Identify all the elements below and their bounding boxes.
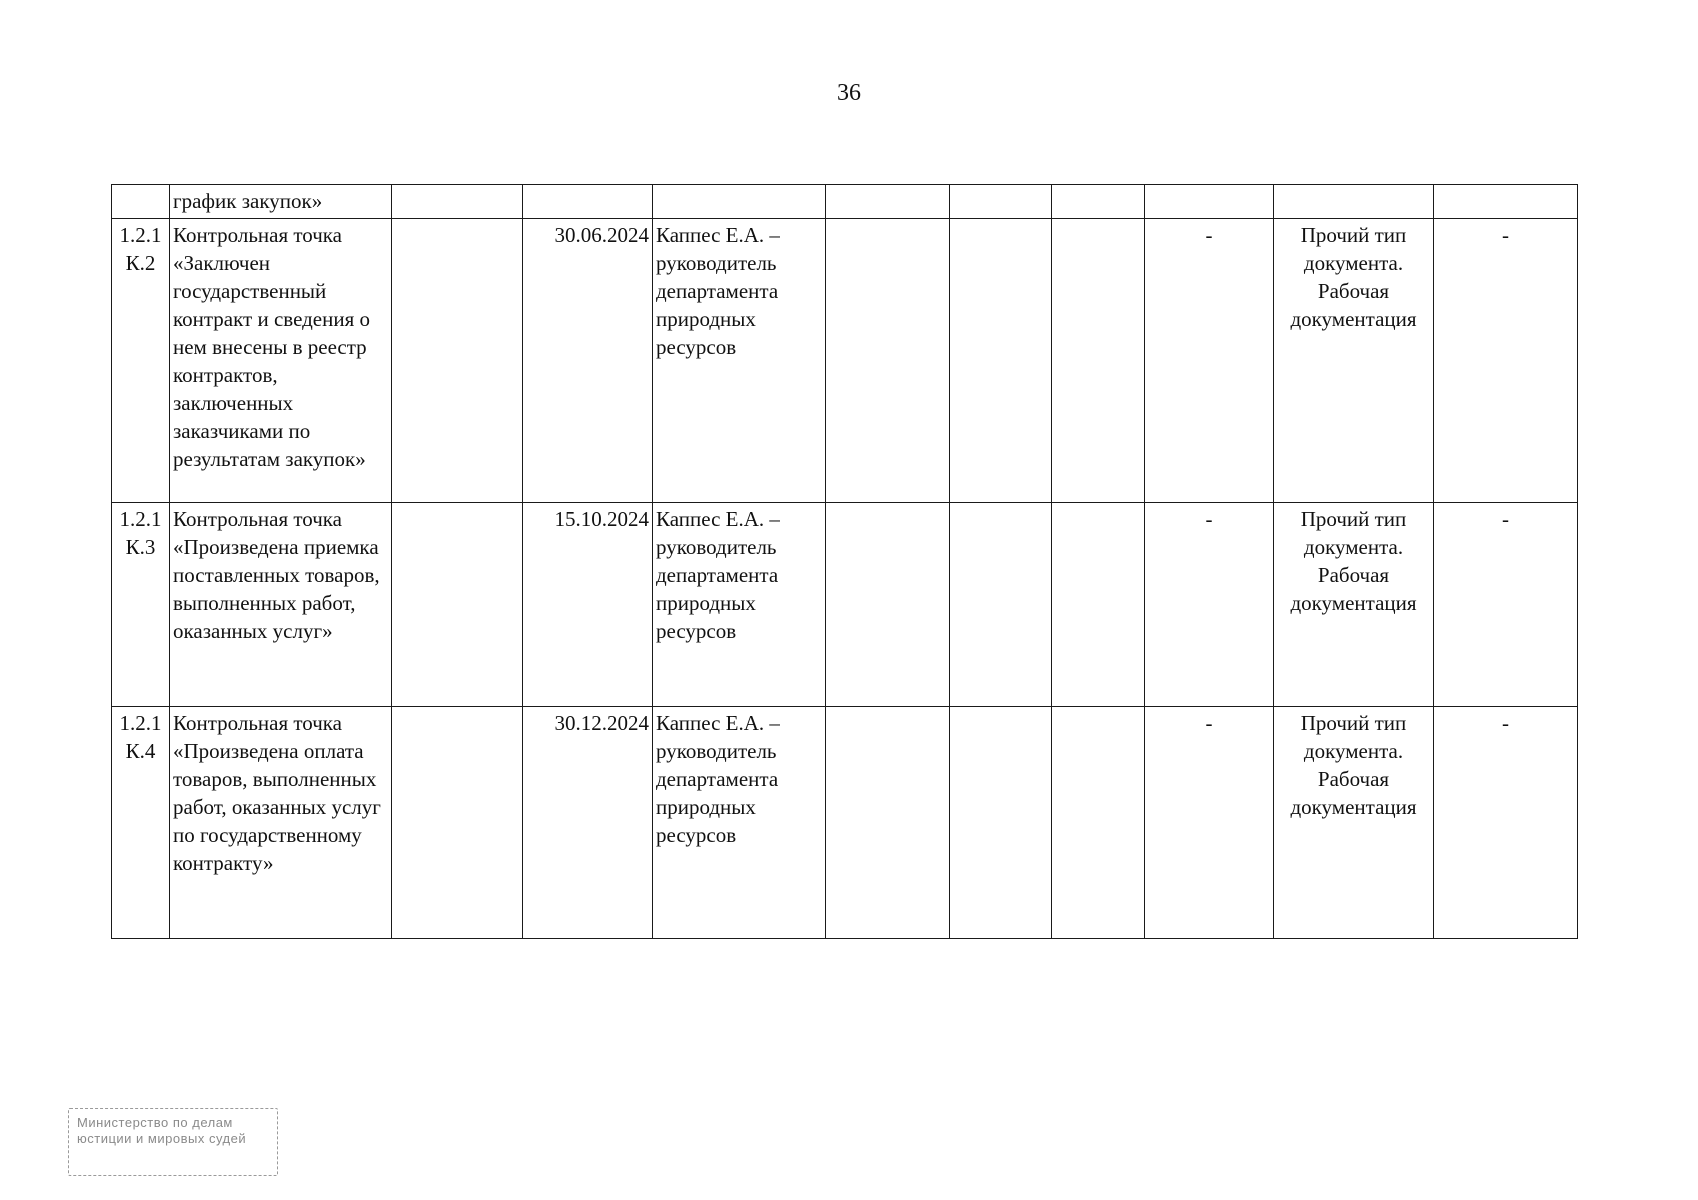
cell-description: Контрольная точка «Заключен государственный контракт и сведения о нем внесены в реестр контрактов, заключенных заказчиками по результатам закупок» <box>170 219 392 503</box>
cell-empty <box>1052 219 1145 503</box>
cell-dash: - <box>1145 707 1274 939</box>
cell-num <box>112 185 170 219</box>
cell-description: график закупок» <box>170 185 392 219</box>
cell-empty <box>826 707 950 939</box>
cell-doc-type: Прочий тип документа. Рабочая документация <box>1274 707 1434 939</box>
cell-num: 1.2.1 К.3 <box>112 503 170 707</box>
cell-empty <box>826 185 950 219</box>
cell-empty <box>392 503 523 707</box>
cell-num: 1.2.1 К.4 <box>112 707 170 939</box>
stamp-line: Министерство по делам <box>77 1115 233 1130</box>
cell-empty <box>950 219 1052 503</box>
cell-doc-type: Прочий тип документа. Рабочая документация <box>1274 503 1434 707</box>
stamp-line: юстиции и мировых судей <box>77 1131 247 1146</box>
cell-empty <box>950 707 1052 939</box>
cell-date: 30.06.2024 <box>523 219 653 503</box>
cell-empty <box>1052 707 1145 939</box>
cell-empty <box>392 219 523 503</box>
table-row <box>112 503 1578 707</box>
cell-dash: - <box>1145 219 1274 503</box>
cell-date: 30.12.2024 <box>523 707 653 939</box>
table-row <box>112 185 1578 219</box>
cell-description: Контрольная точка «Произведена приемка поставленных товаров, выполненных работ, оказанных услуг» <box>170 503 392 707</box>
cell-empty <box>1052 185 1145 219</box>
cell-dash: - <box>1434 707 1578 939</box>
cell-date <box>523 185 653 219</box>
registration-stamp <box>68 1108 278 1176</box>
cell-responsible: Каппес Е.А. – руководитель департамента природных ресурсов <box>653 503 826 707</box>
cell-empty <box>392 185 523 219</box>
cell-empty <box>826 219 950 503</box>
control-points-table <box>111 184 1578 939</box>
cell-description: Контрольная точка «Произведена оплата товаров, выполненных работ, оказанных услуг по государственному контракту» <box>170 707 392 939</box>
cell-date: 15.10.2024 <box>523 503 653 707</box>
table-row <box>112 219 1578 503</box>
cell-empty <box>1274 185 1434 219</box>
cell-responsible: Каппес Е.А. – руководитель департамента природных ресурсов <box>653 707 826 939</box>
cell-doc-type: Прочий тип документа. Рабочая документация <box>1274 219 1434 503</box>
cell-num: 1.2.1 К.2 <box>112 219 170 503</box>
cell-responsible: Каппес Е.А. – руководитель департамента природных ресурсов <box>653 219 826 503</box>
cell-responsible <box>653 185 826 219</box>
page-number: 36 <box>837 80 861 106</box>
cell-empty <box>950 503 1052 707</box>
cell-empty <box>1145 185 1274 219</box>
cell-empty <box>392 707 523 939</box>
cell-empty <box>950 185 1052 219</box>
cell-empty <box>1434 185 1578 219</box>
cell-empty <box>826 503 950 707</box>
cell-dash: - <box>1434 219 1578 503</box>
table-row <box>112 707 1578 939</box>
cell-empty <box>1052 503 1145 707</box>
cell-dash: - <box>1434 503 1578 707</box>
cell-dash: - <box>1145 503 1274 707</box>
